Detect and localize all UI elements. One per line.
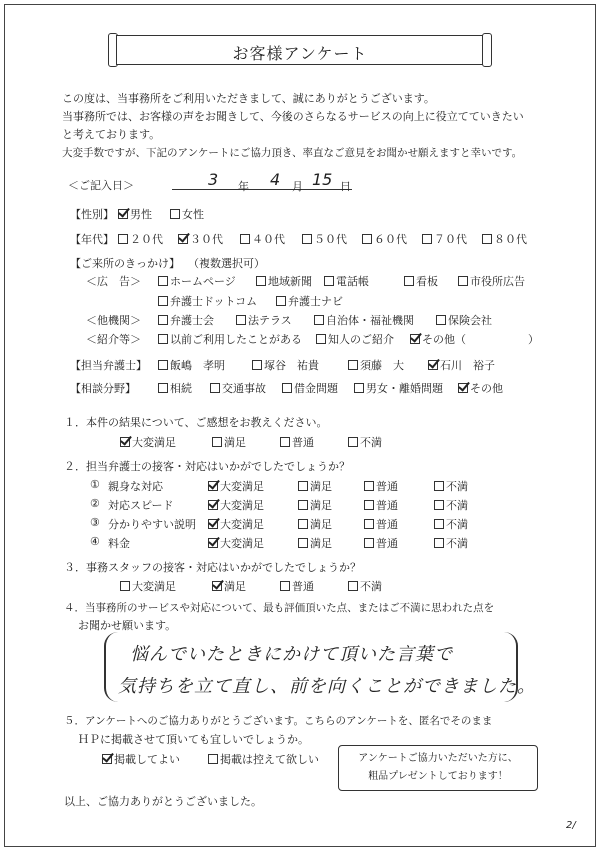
checkbox-icon[interactable] [364, 500, 374, 510]
q4-text-1: ４．当事務所のサービスや対応について、最も評価頂いた点、またはご不満に思われた点を [64, 602, 495, 614]
checkbox-icon[interactable] [404, 276, 414, 286]
q2-option[interactable]: 不満 [434, 516, 468, 532]
ad-option[interactable]: ホームページ [158, 273, 236, 289]
q3-option[interactable]: 大変満足 [120, 578, 176, 594]
checkbox-icon[interactable] [280, 437, 290, 447]
field-option[interactable]: 男女・離婚問題 [354, 380, 443, 396]
date-underline [172, 189, 352, 190]
intro-line-4: 大変手数ですが、下記のアンケートにご協力頂き、率直なご意見をお聞かせ願えますと幸いです。 [62, 147, 523, 159]
checkbox-icon[interactable] [348, 437, 358, 447]
checkbox-icon[interactable] [252, 360, 262, 370]
q2-row-label: 分かりやすい説明 [108, 518, 196, 531]
ad-label: ＜広 告＞ [86, 275, 141, 288]
ad-option[interactable]: 看板 [404, 273, 438, 289]
checkbox-icon[interactable] [120, 437, 130, 447]
ad-option[interactable]: 弁護士ナビ [276, 293, 343, 309]
q2-option[interactable]: 満足 [298, 478, 332, 494]
checkbox-icon[interactable] [212, 581, 222, 591]
q2-option[interactable]: 大変満足 [208, 478, 264, 494]
title-scroll [108, 33, 492, 67]
checkbox-icon[interactable] [422, 234, 432, 244]
q1-option[interactable]: 大変満足 [120, 434, 176, 450]
checkbox-icon[interactable] [280, 581, 290, 591]
q2-option[interactable]: 普通 [364, 497, 398, 513]
q4-answer-line-2: 気持ちを立て直し、前を向くことができました。 [118, 676, 536, 697]
date-day-value[interactable]: 15 [312, 170, 333, 189]
checkbox-icon[interactable] [482, 234, 492, 244]
q2-option[interactable]: 大変満足 [208, 535, 264, 551]
q2-option[interactable]: 大変満足 [208, 497, 264, 513]
field-option[interactable]: その他 [458, 380, 503, 396]
referral-option[interactable]: 知人のご紹介 [316, 331, 394, 347]
ad-option[interactable]: 市役所広告 [458, 273, 525, 289]
intro-line-3: と考えております。 [62, 128, 161, 141]
q2-option[interactable]: 不満 [434, 478, 468, 494]
checkbox-icon[interactable] [434, 481, 444, 491]
checkbox-icon[interactable] [276, 296, 286, 306]
q2-row-num: ③ [90, 516, 100, 529]
checkbox-icon[interactable] [118, 209, 128, 219]
q2-row-label: 対応スピード [108, 499, 174, 512]
checkbox-icon[interactable] [158, 360, 168, 370]
age-option[interactable]: ３０代 [178, 231, 223, 247]
referral-option[interactable]: 以前ご利用したことがある [158, 331, 302, 347]
age-label: 【年代】 [70, 233, 114, 246]
age-option[interactable]: ４０代 [240, 231, 285, 247]
checkbox-icon[interactable] [324, 276, 334, 286]
checkbox-icon[interactable] [298, 481, 308, 491]
checkbox-icon[interactable] [364, 519, 374, 529]
checkbox-icon[interactable] [282, 383, 292, 393]
checkbox-icon[interactable] [362, 234, 372, 244]
referral-option[interactable]: その他（ [410, 331, 466, 347]
page-title: お客様アンケート [232, 44, 368, 63]
checkbox-icon[interactable] [314, 315, 324, 325]
gender-option[interactable]: 女性 [170, 206, 204, 222]
q4-answer-line-1: 悩んでいたときにかけて頂いた言葉で [130, 644, 453, 665]
ad-option[interactable]: 弁護士ドットコム [158, 293, 257, 309]
checkbox-icon[interactable] [302, 234, 312, 244]
checkbox-icon[interactable] [434, 538, 444, 548]
q2-option[interactable]: 普通 [364, 516, 398, 532]
gift-notice-box [338, 745, 538, 791]
org-option[interactable]: 弁護士会 [158, 312, 214, 328]
checkbox-icon[interactable] [428, 360, 438, 370]
checkbox-icon[interactable] [208, 519, 218, 529]
checkbox-icon[interactable] [298, 519, 308, 529]
checkbox-icon[interactable] [436, 315, 446, 325]
field-option[interactable]: 相続 [158, 380, 192, 396]
referral-label: ＜紹介等＞ [86, 333, 141, 346]
checkbox-icon[interactable] [158, 334, 168, 344]
org-option[interactable]: 法テラス [236, 312, 292, 328]
q5-option[interactable]: 掲載してよい [102, 751, 180, 767]
q2-option[interactable]: 満足 [298, 497, 332, 513]
q3-option[interactable]: 満足 [212, 578, 246, 594]
field-option[interactable]: 交通事故 [210, 380, 266, 396]
q2-option[interactable]: 満足 [298, 535, 332, 551]
checkbox-icon[interactable] [316, 334, 326, 344]
lawyer-option[interactable]: 塚谷 祐貴 [252, 357, 319, 373]
q2-option[interactable]: 不満 [434, 497, 468, 513]
lawyer-label: 【担当弁護士】 [70, 359, 147, 372]
checkbox-icon[interactable] [348, 581, 358, 591]
gender-option[interactable]: 男性 [118, 206, 152, 222]
checkbox-icon[interactable] [298, 500, 308, 510]
checkbox-icon[interactable] [434, 519, 444, 529]
age-option[interactable]: ２０代 [118, 231, 163, 247]
lawyer-option[interactable]: 須藤 大 [348, 357, 404, 373]
checkbox-icon[interactable] [236, 315, 246, 325]
org-label: ＜他機関＞ [86, 314, 141, 327]
age-option[interactable]: ８０代 [482, 231, 527, 247]
q2-row-num: ① [90, 478, 100, 491]
gender-label: 【性別】 [70, 208, 114, 221]
q2-row-label: 親身な対応 [108, 480, 163, 493]
field-option[interactable]: 借金問題 [282, 380, 338, 396]
checkbox-icon[interactable] [208, 481, 218, 491]
checkbox-icon[interactable] [348, 360, 358, 370]
checkbox-icon[interactable] [364, 481, 374, 491]
q2-option[interactable]: 普通 [364, 478, 398, 494]
ad-option[interactable]: 地域新聞 [256, 273, 312, 289]
checkbox-icon[interactable] [458, 383, 468, 393]
gift-notice-line-2: 粗品プレゼントしております！ [368, 771, 508, 782]
checkbox-icon[interactable] [210, 383, 220, 393]
date-month-value[interactable]: 4 [270, 170, 281, 189]
date-year-value[interactable]: 3 [208, 170, 219, 189]
gift-notice-line-1: アンケートご協力いただいた方に、 [358, 753, 518, 764]
checkbox-icon[interactable] [158, 383, 168, 393]
q2-text: ２．担当弁護士の接客・対応はいかがでしたでしょうか？ [64, 460, 350, 473]
checkbox-icon[interactable] [208, 500, 218, 510]
date-year-unit: 年 [238, 180, 249, 193]
ad-option[interactable]: 電話帳 [324, 273, 369, 289]
date-day-unit: 日 [340, 180, 351, 193]
age-option[interactable]: ５０代 [302, 231, 347, 247]
date-label: ＜ご記入日＞ [68, 179, 134, 192]
checkbox-icon[interactable] [118, 234, 128, 244]
checkbox-icon[interactable] [158, 315, 168, 325]
field-label: 【相談分野】 [70, 382, 136, 395]
q1-option[interactable]: 普通 [280, 434, 314, 450]
checkbox-icon[interactable] [208, 538, 218, 548]
q1-option[interactable]: 満足 [212, 434, 246, 450]
org-option[interactable]: 保険会社 [436, 312, 492, 328]
q3-text: ３．事務スタッフの接客・対応はいかがでしたでしょうか？ [64, 561, 361, 574]
q5-text-2: ＨＰに掲載させて頂いても宜しいでしょうか。 [78, 733, 309, 746]
checkbox-icon[interactable] [208, 754, 218, 764]
q2-option[interactable]: 不満 [434, 535, 468, 551]
checkbox-icon[interactable] [354, 383, 364, 393]
checkbox-icon[interactable] [212, 437, 222, 447]
checkbox-icon[interactable] [410, 334, 420, 344]
checkbox-icon[interactable] [178, 234, 188, 244]
intro-line-2: 当事務所では、お客様の声をお聞きして、今後のさらなるサービスの向上に役立てていきたい [62, 110, 524, 123]
checkbox-icon[interactable] [256, 276, 266, 286]
q5-option[interactable]: 掲載は控えて欲しい [208, 751, 319, 767]
q5-text-1: ５．アンケートへのご協力ありがとうございます。こちらのアンケートを、匿名でそのまま [64, 715, 493, 727]
source-note: （複数選択可） [188, 257, 265, 270]
q2-option[interactable]: 満足 [298, 516, 332, 532]
lawyer-option[interactable]: 石川 裕子 [428, 357, 495, 373]
org-option[interactable]: 自治体・福祉機関 [314, 312, 414, 328]
q2-row-label: 料金 [108, 537, 130, 550]
age-option[interactable]: ６０代 [362, 231, 407, 247]
q4-text-2: お聞かせ願います。 [78, 619, 177, 632]
checkbox-icon[interactable] [298, 538, 308, 548]
q3-option[interactable]: 不満 [348, 578, 382, 594]
checkbox-icon[interactable] [120, 581, 130, 591]
checkbox-icon[interactable] [434, 500, 444, 510]
checkbox-icon[interactable] [458, 276, 468, 286]
q2-row-num: ② [90, 497, 100, 510]
page-mark: 2/ [566, 820, 576, 831]
intro-line-1: この度は、当事務所をご利用いただきまして、誠にありがとうございます。 [62, 92, 435, 105]
age-option[interactable]: ７０代 [422, 231, 467, 247]
q1-option[interactable]: 不満 [348, 434, 382, 450]
q2-option[interactable]: 普通 [364, 535, 398, 551]
checkbox-icon[interactable] [158, 296, 168, 306]
q1-text: １．本件の結果について、ご感想をお教えください。 [64, 416, 328, 429]
q2-option[interactable]: 大変満足 [208, 516, 264, 532]
referral-close-paren: ） [528, 333, 539, 346]
q3-option[interactable]: 普通 [280, 578, 314, 594]
source-label: 【ご来所のきっかけ】 [70, 257, 180, 270]
q2-row-num: ④ [90, 535, 100, 548]
date-month-unit: 月 [292, 180, 303, 193]
checkbox-icon[interactable] [102, 754, 112, 764]
checkbox-icon[interactable] [158, 276, 168, 286]
lawyer-option[interactable]: 飯嶋 孝明 [158, 357, 225, 373]
closing-text: 以上、ご協力ありがとうございました。 [64, 795, 262, 808]
checkbox-icon[interactable] [170, 209, 180, 219]
checkbox-icon[interactable] [364, 538, 374, 548]
checkbox-icon[interactable] [240, 234, 250, 244]
